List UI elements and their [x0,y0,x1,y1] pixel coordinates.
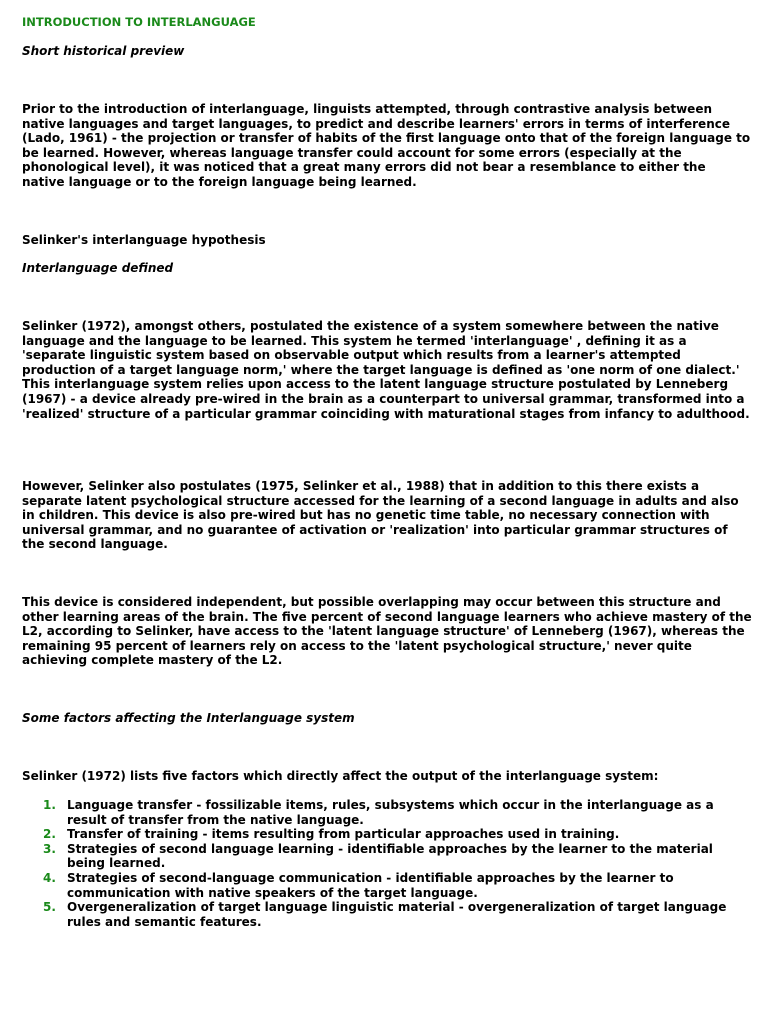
list-item-text: Strategies of second-language communication - identifiable approaches by the learner to communication with native speakers of the target language. [67,870,674,900]
heading-factors: Some factors affecting the Interlanguage system [22,711,355,725]
paragraph-latent-structure: However, Selinker also postulates (1975, Selinker et al., 1988) that in addition to this there exists a separate latent psychological structure accessed for the learning of a second language in adults and also in children. This device is also pre-wired but has no genetic time table, no necessary connection with universal grammar, and no guarantee of activation or 'realization' into particular grammar structures of the second language. [22,479,739,552]
list-number: 3. [43,841,56,856]
list-item [22,827,752,842]
list-item-text: Overgeneralization of target language linguistic material - overgeneralization of target language rules and semantic features. [67,900,727,929]
paragraph-independent-device: This device is considered independent, but possible overlapping may occur between this structure and other learning areas of the brain. The five percent of second language learners who achieve mastery of the L2, according to Selinker, have access to the 'latent language structure' of Lenneberg (1967), whereas the remaining 95 percent of learners rely on access to the 'latent psychological structure,' never quite achieving complete mastery of the L2. [22,595,752,668]
list-item [22,842,752,871]
list-item [22,871,752,900]
list-number: 5. [43,900,56,915]
document-title: INTRODUCTION TO INTERLANGUAGE [22,15,256,29]
section-subtitle: Short historical preview [22,44,185,58]
list-number: 1. [43,798,56,812]
paragraph-intro: Prior to the introduction of interlanguage, linguists attempted, through contrastive analysis between native languages and target languages, to predict and describe learners' errors in terms of interference (Lado, 1961) - the projection or transfer of habits of the first language onto that of the foreign language to be learned. However, whereas language transfer could account for some errors (especially at the phonological level), it was noticed that a great many errors did not bear a resemblance to either the native language or to the foreign language being learned. [22,102,751,189]
list-item-text: Strategies of second language learning - identifiable approaches by the learner to the material being learned. [67,841,713,871]
list-item-text: Transfer of training - items resulting from particular approaches used in training. [67,827,620,842]
list-number: 2. [43,827,56,842]
heading-hypothesis: Selinker's interlanguage hypothesis [22,233,266,247]
list-item-text: Language transfer - fossilizable items, rules, subsystems which occur in the interlanguage as a result of transfer from the native language. [67,798,714,827]
heading-interlanguage-defined: Interlanguage defined [22,261,174,275]
list-number: 4. [43,870,56,885]
list-item [22,798,752,827]
factors-list [22,798,752,929]
list-item [22,900,752,929]
paragraph-selinker-definition: Selinker (1972), amongst others, postulated the existence of a system somewhere between the native language and the language to be learned. This system he termed 'interlanguage' , defining it as a 'separate linguistic system based on observable output which results from a learner's attempted production of a target language norm,' where the target language is defined as 'one norm of one dialect.' This interlanguage system relies upon access to the latent language structure postulated by Lenneberg (1967) - a device already pre-wired in the brain as a counterpart to universal grammar, transformed into a 'realized' structure of a particular grammar coinciding with maturational stages from infancy to adulthood. [22,319,750,421]
paragraph-factors-intro: Selinker (1972) lists five factors which directly affect the output of the interlanguage system: [22,769,659,783]
